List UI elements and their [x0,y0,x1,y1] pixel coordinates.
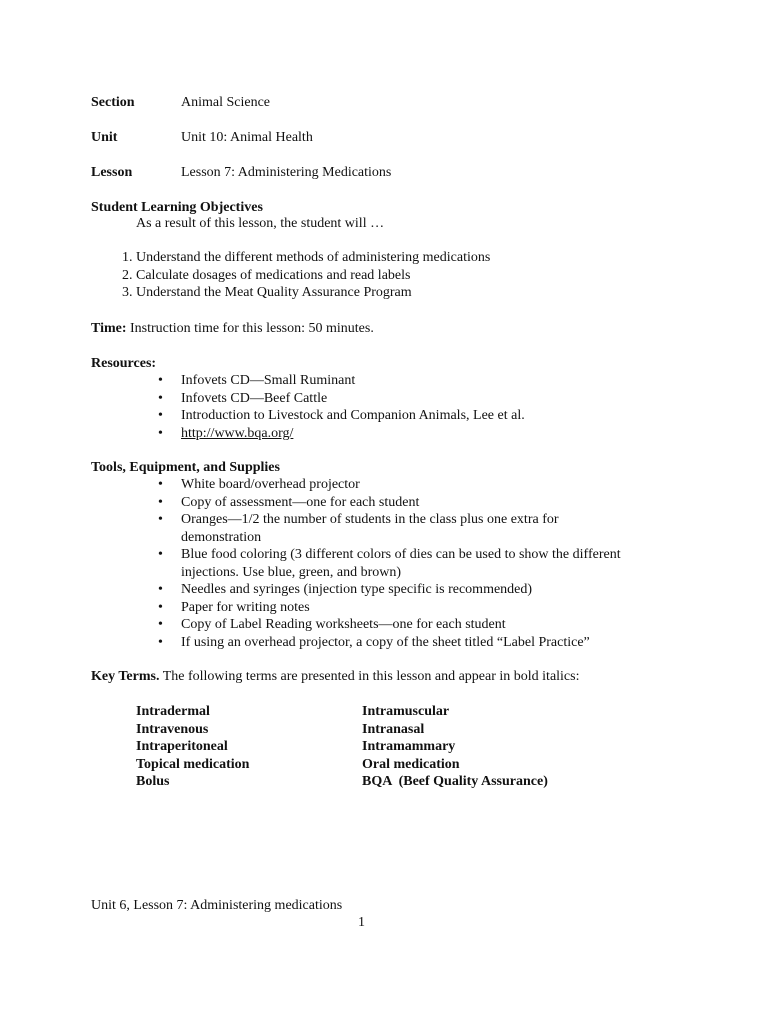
key-term: Intravenous [136,721,209,737]
objective-item: 2. Calculate dosages of medications and read labels [136,267,696,285]
list-item: • Copy of Label Reading worksheets—one for each student [158,617,506,632]
time-text: Instruction time for this lesson: 50 minutes. [130,321,374,336]
bullet-icon: • [158,582,163,597]
section-value: Animal Science [181,95,271,110]
key-term: Bolus [136,774,170,789]
objectives-intro: As a result of this lesson, the student will … [136,216,385,231]
list-item: • Infovets CD—Beef Cattle [158,390,328,406]
bullet-icon: • [158,373,163,388]
key-term: Intramammary [362,739,456,754]
list-item: • Needles and syringes (injection type specific is recommended) [158,582,533,597]
lesson-row [91,164,391,182]
key-term: Oral medication [362,756,460,772]
list-item [158,425,701,443]
time-row [91,320,374,338]
key-term: Intramuscular [362,704,450,719]
list-item: • White board/overhead projector [158,477,360,492]
bullet-icon: • [158,634,163,650]
key-terms-text: The following terms are presented in this lesson and appear in bold italics: [162,669,580,684]
list-item: • If using an overhead projector, a copy of the sheet titled “Label Practice” [158,634,590,650]
page-footer: Unit 6, Lesson 7: Administering medications [91,898,343,913]
key-term: Intraperitoneal [136,739,228,754]
page-number: 1 [358,915,365,930]
key-term: Intranasal [362,721,425,737]
lesson-value: Lesson 7: Administering Medications [181,165,392,180]
list-item: • Oranges—1/2 the number of students in the class plus one extra for demonstration [158,512,559,545]
bullet-icon: • [158,547,163,562]
unit-value: Unit 10: Animal Health [181,130,313,145]
bullet-icon: • [158,512,163,527]
key-term: Topical medication [136,756,250,772]
bullet-icon: • [158,494,163,510]
section-label: Section [91,95,135,110]
objective-item: 3. Understand the Meat Quality Assurance Program [136,284,696,302]
bullet-icon: • [158,390,163,406]
tools-heading: Tools, Equipment, and Supplies [91,460,280,475]
objectives-heading: Student Learning Objectives [91,200,263,215]
key-terms-column-1 [136,703,249,791]
key-terms-column-2 [362,703,548,791]
resources-list [158,372,701,442]
list-item: • Paper for writing notes [158,599,310,615]
objective-item: 1. Understand the different methods of administering medications [136,249,696,267]
key-terms-label: Key Terms. [91,669,160,684]
key-term: Intradermal [136,704,210,719]
resources-heading: Resources: [91,356,157,371]
bullet-icon: • [158,408,163,423]
key-terms-row [91,668,579,686]
list-item: • Blue food coloring (3 different colors of dies can be used to show the different injections. Use blue, green, and brown) [158,547,621,580]
tools-list [158,476,671,651]
unit-label: Unit [91,130,118,145]
unit-row [91,129,313,147]
bullet-icon: • [158,425,163,441]
lesson-label: Lesson [91,165,133,180]
objectives-list [91,249,696,302]
time-label: Time: [91,321,127,336]
bullet-icon: • [158,477,163,492]
bqa-link[interactable]: http://www.bqa.org/ [181,425,294,441]
section-row [91,94,270,112]
list-item: • Copy of assessment—one for each student [158,494,420,510]
key-term: BQA (Beef Quality Assurance) [362,774,548,789]
bullet-icon: • [158,599,163,615]
bullet-icon: • [158,617,163,632]
list-item: • Introduction to Livestock and Companion Animals, Lee et al. [158,408,525,423]
list-item: • Infovets CD—Small Ruminant [158,373,356,388]
